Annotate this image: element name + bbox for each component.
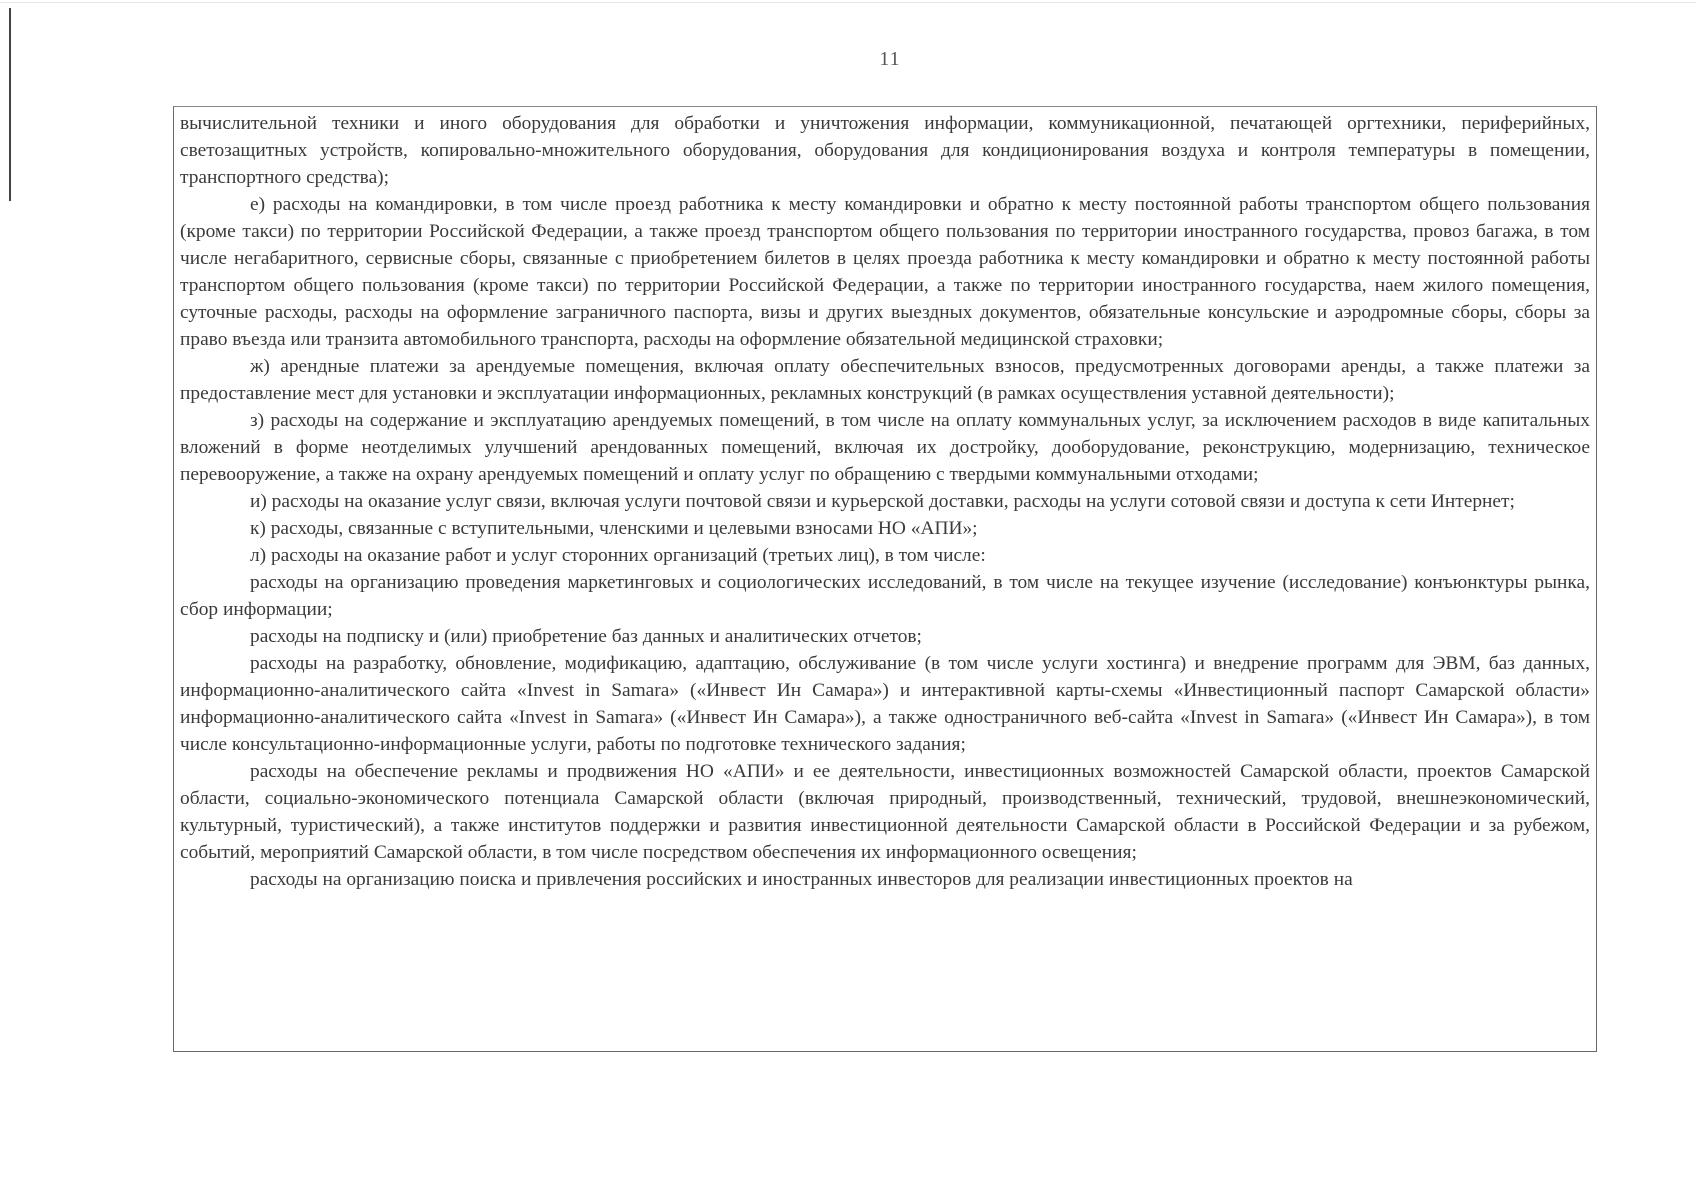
- paragraph-item-z: з) расходы на содержание и эксплуатацию арендуемых помещений, в том числе на оплату коммунальных услуг, за исключением расходов в виде капитальных вложений в форме неотделимых улучшений арендованных помещений, включая их достройку, дооборудование, реконструкцию, модернизацию, техническое перевооружение, а также на охрану арендуемых помещений и оплату услуг по обращению с твердыми коммунальными отходами;: [180, 410, 1590, 485]
- paragraph-advertising: расходы на обеспечение рекламы и продвижения НО «АПИ» и ее деятельности, инвестиционных возможностей Самарской области, проектов Самарской области, социально-экономического потенциала Самарской области (включая природный, производственный, технический, трудовой, внешнеэкономический, культурный, туристический), а также институтов поддержки и развития инвестиционной деятельности Самарской области в Российской Федерации и за рубежом, событий, мероприятий Самарской области, в том числе посредством обеспечения их информационного освещения;: [180, 761, 1590, 863]
- paragraph-databases-subscription: расходы на подписку и (или) приобретение баз данных и аналитических отчетов;: [250, 626, 922, 647]
- scan-margin-mark: [9, 8, 11, 201]
- paragraph-investor-search: расходы на организацию поиска и привлечения российских и иностранных инвесторов для реализации инвестиционных проектов на: [250, 869, 1353, 890]
- paragraph-item-l: л) расходы на оказание работ и услуг сторонних организаций (третьих лиц), в том числе:: [250, 545, 986, 566]
- paragraph-continued: вычислительной техники и иного оборудования для обработки и уничтожения информации, коммуникационной, печатающей оргтехники, периферийных, светозащитных устройств, копировально-множительного оборудования, оборудования для кондиционирования воздуха и контроля температуры в помещении, транспортного средства);: [180, 113, 1590, 188]
- paragraph-marketing-research: расходы на организацию проведения маркетинговых и социологических исследований, в том числе на текущее изучение (исследование) конъюнктуры рынка, сбор информации;: [180, 572, 1590, 620]
- paragraph-item-k: к) расходы, связанные с вступительными, членскими и целевыми взносами НО «АПИ»;: [250, 518, 978, 539]
- scan-edge-line: [0, 2, 1696, 3]
- text-frame: [173, 106, 1597, 1052]
- page-number: 11: [879, 48, 901, 70]
- paragraph-item-zh: ж) арендные платежи за арендуемые помещения, включая оплату обеспечительных взносов, предусмотренных договорами аренды, а также платежи за предоставление мест для установки и эксплуатации информационных, рекламных конструкций (в рамках осуществления уставной деятельности);: [180, 356, 1590, 404]
- paragraph-software-development: расходы на разработку, обновление, модификацию, адаптацию, обслуживание (в том числе услуги хостинга) и внедрение программ для ЭВМ, баз данных, информационно-аналитического сайта «Invest in Samara» («Инвест Ин Самара») и интерактивной карты-схемы «Инвестиционный паспорт Самарской области» информационно-аналитического сайта «Invest in Samara» («Инвест Ин Самара»), а также одностраничного веб-сайта «Invest in Samara» («Инвест Ин Самара»), в том числе консультационно-информационные услуги, работы по подготовке технического задания;: [180, 653, 1590, 755]
- paragraph-item-e: е) расходы на командировки, в том числе проезд работника к месту командировки и обратно к месту постоянной работы транспортом общего пользования (кроме такси) по территории Российской Федерации, а также проезд транспортом общего пользования по территории иностранного государства, провоз багажа, в том числе негабаритного, сервисные сборы, связанные с приобретением билетов в целях проезда работника к месту командировки и обратно к месту постоянной работы транспортом общего пользования (кроме такси) по территории Российской Федерации, а также по территории иностранного государства, наем жилого помещения, суточные расходы, расходы на оформление заграничного паспорта, визы и других выездных документов, обязательные консульские и аэродромные сборы, сборы за право въезда или транзита автомобильного транспорта, расходы на оформление обязательной медицинской страховки;: [180, 194, 1590, 350]
- paragraph-item-i: и) расходы на оказание услуг связи, включая услуги почтовой связи и курьерской доставки, расходы на услуги сотовой связи и доступа к сети Интернет;: [250, 491, 1515, 512]
- document-text: [180, 110, 1590, 893]
